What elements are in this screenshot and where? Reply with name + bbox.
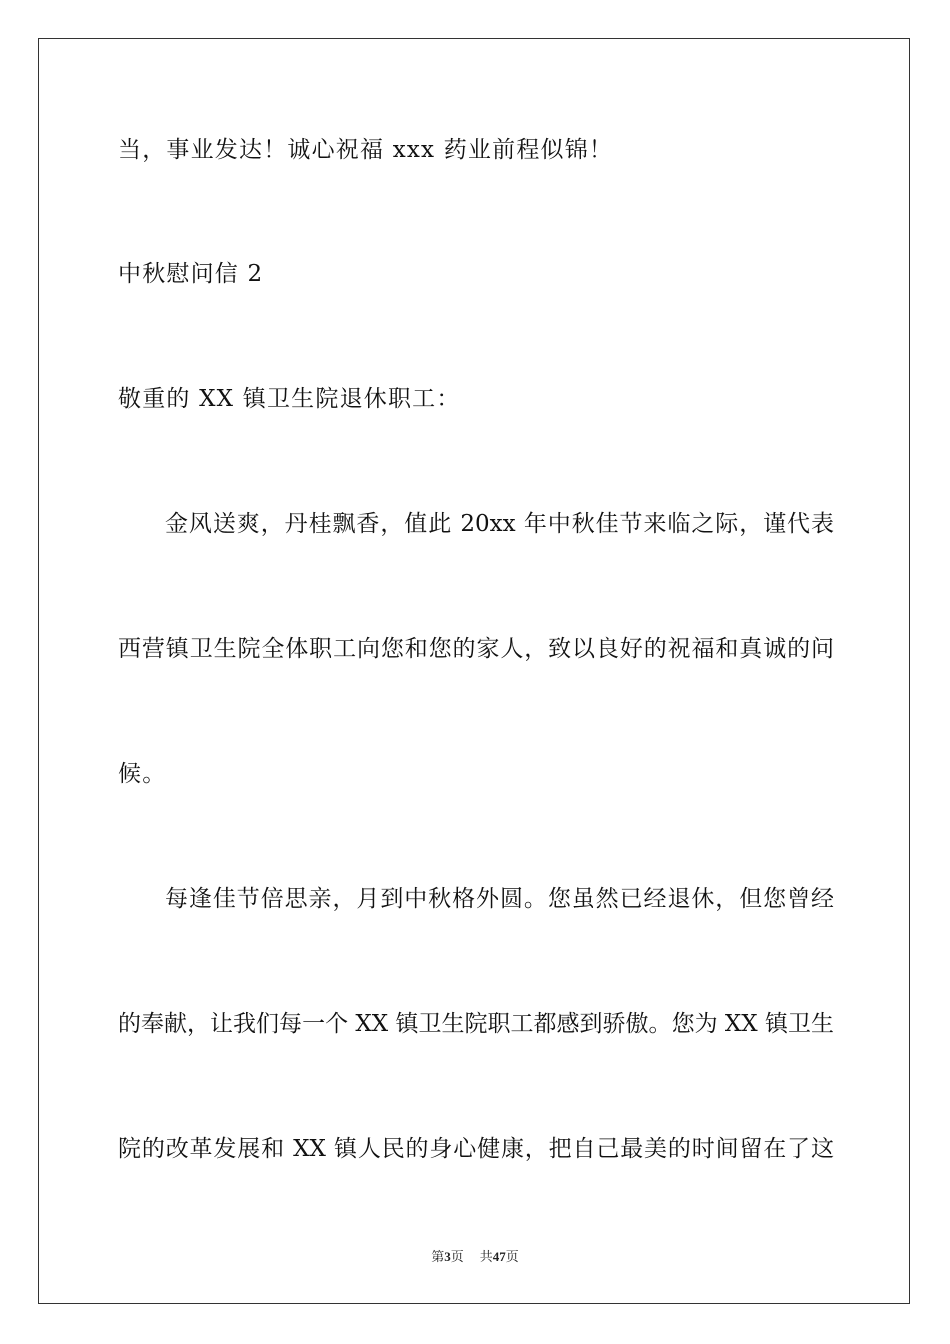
paragraph-2-line-2: 的奉献，让我们每一个 XX 镇卫生院职工都感到骄傲。您为 XX 镇卫生 <box>118 1011 834 1037</box>
text-line-closing: 当，事业发达！诚心祝福 xxx 药业前程似锦！ <box>118 137 614 163</box>
section-heading: 中秋慰问信 2 <box>118 261 264 287</box>
paragraph-1-line-3: 候。 <box>118 761 167 787</box>
total-pages-number: 47 <box>492 1249 506 1264</box>
page-label-prefix: 第 <box>431 1250 445 1265</box>
current-page-number: 3 <box>444 1249 451 1264</box>
total-label-suffix: 页 <box>505 1250 519 1265</box>
paragraph-1-line-2: 西营镇卫生院全体职工向您和您的家人，致以良好的祝福和真诚的问 <box>118 636 834 662</box>
total-label-prefix: 共 <box>479 1250 493 1265</box>
paragraph-2-line-3: 院的改革发展和 XX 镇人民的身心健康，把自己最美的时间留在了这 <box>118 1136 834 1162</box>
paragraph-2-line-1: 每逢佳节倍思亲，月到中秋格外圆。您虽然已经退休，但您曾经 <box>165 886 834 912</box>
page-footer <box>0 1248 950 1267</box>
salutation-line: 敬重的 XX 镇卫生院退休职工： <box>118 386 461 412</box>
paragraph-1-line-1: 金风送爽，丹桂飘香，值此 20xx 年中秋佳节来临之际，谨代表 <box>165 511 834 537</box>
page-label-suffix: 页 <box>450 1250 464 1265</box>
page-border <box>38 38 910 1304</box>
